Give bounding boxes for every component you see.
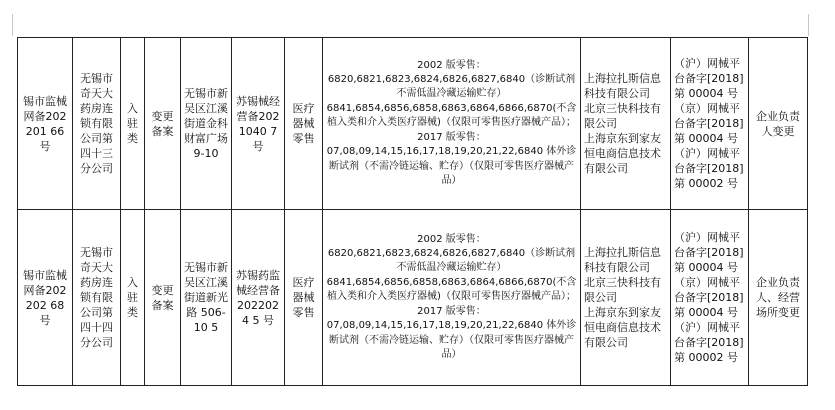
platform-cell bbox=[581, 38, 671, 210]
platform-cell bbox=[581, 210, 671, 386]
category-cell: 入驻类 bbox=[121, 210, 145, 386]
change-content-cell: 企业负责人变更 bbox=[749, 38, 808, 210]
company-name-cell: 无锡市奇天大药房连锁有限公司第四十三分公司 bbox=[73, 38, 121, 210]
scope-line: 07,08,09,14,15,16,17,18,19,20,21,22,6840 体外诊断试剂（不需冷链运输、贮存）（仅限可零售医疗器械产品） bbox=[326, 146, 577, 186]
platform-name: 上海拉扎斯信息科技有限公司 bbox=[584, 72, 661, 100]
platform-name: 上海拉扎斯信息科技有限公司 bbox=[584, 246, 661, 274]
scope-line: 07,08,09,14,15,16,17,18,19,20,21,22,6840 体外诊断试剂（不需冷链运输、贮存）（仅限可零售医疗器械产品） bbox=[326, 320, 577, 360]
platform-name: 北京三快科技有限公司 bbox=[584, 102, 661, 130]
scope-line: 2002 版零售： bbox=[417, 233, 486, 245]
platform-record-cell bbox=[671, 38, 749, 210]
business-type-cell: 医疗器械零售 bbox=[285, 210, 323, 386]
address-cell: 无锡市新吴区江溪街道金科财富广场 9-10 bbox=[181, 38, 232, 210]
platform-name: 上海京东到家友恒电商信息技术有限公司 bbox=[584, 306, 661, 349]
platform-name: 北京三快科技有限公司 bbox=[584, 276, 661, 304]
category-cell: 入驻类 bbox=[121, 38, 145, 210]
platform-record: （沪）网械平台备字[2018] 第 00004 号 bbox=[674, 57, 744, 100]
platform-record: （沪）网械平台备字[2018] 第 00002 号 bbox=[674, 321, 744, 364]
scope-line: 6820,6821,6823,6824,6826,6827,6840（诊断试剂不需低温冷藏运输贮存） bbox=[327, 74, 576, 100]
scope-line: 2017 版零售： bbox=[417, 305, 486, 317]
platform-name: 上海京东到家友恒电商信息技术有限公司 bbox=[584, 132, 661, 175]
scope-line: 2017 版零售： bbox=[417, 131, 486, 143]
scope-line: 6841,6854,6856,6858,6863,6864,6866,6870(不含植入类和介入类医疗器械)（仅限可零售医疗器械产品）； bbox=[326, 276, 577, 303]
company-name-cell: 无锡市奇天大药房连锁有限公司第四十四分公司 bbox=[73, 210, 121, 386]
table-row bbox=[18, 38, 808, 210]
record-number-cell: 锡市监械网备202202 68 号 bbox=[18, 210, 73, 386]
registration-table bbox=[17, 37, 808, 386]
scope-line: 6841,6854,6856,6858,6863,6864,6866,6870(不含植入类和介入类医疗器械)（仅限可零售医疗器械产品）； bbox=[326, 102, 577, 129]
platform-record: （沪）网械平台备字[2018] 第 00004 号 bbox=[674, 231, 744, 274]
business-scope-cell bbox=[323, 38, 581, 210]
scope-line: 2002 版零售： bbox=[417, 59, 486, 71]
license-cell: 苏锡械经营备2021040 7 号 bbox=[232, 38, 285, 210]
record-number-cell: 锡市监械网备202201 66 号 bbox=[18, 38, 73, 210]
platform-record: （京）网械平台备字[2018] 第 00004 号 bbox=[674, 276, 744, 319]
license-cell: 苏锡药监械经营备 2022024 5 号 bbox=[232, 210, 285, 386]
platform-record: （京）网械平台备字[2018] 第 00004 号 bbox=[674, 102, 744, 145]
business-type-cell: 医疗器械零售 bbox=[285, 38, 323, 210]
business-scope-cell bbox=[323, 210, 581, 386]
change-type-cell: 变更备案 bbox=[145, 38, 181, 210]
change-type-cell: 变更备案 bbox=[145, 210, 181, 386]
table-row bbox=[18, 210, 808, 386]
change-content-cell: 企业负责人、经营场所变更 bbox=[749, 210, 808, 386]
address-cell: 无锡市新吴区江溪街道新光路 506-10 5 bbox=[181, 210, 232, 386]
scope-line: 6820,6821,6823,6824,6826,6827,6840（诊断试剂不需低温冷藏运输贮存） bbox=[327, 248, 576, 274]
page-margin-guide-right bbox=[808, 14, 809, 36]
page-margin-guide-left bbox=[12, 14, 13, 36]
platform-record-cell bbox=[671, 210, 749, 386]
platform-record: （沪）网械平台备字[2018] 第 00002 号 bbox=[674, 147, 744, 190]
